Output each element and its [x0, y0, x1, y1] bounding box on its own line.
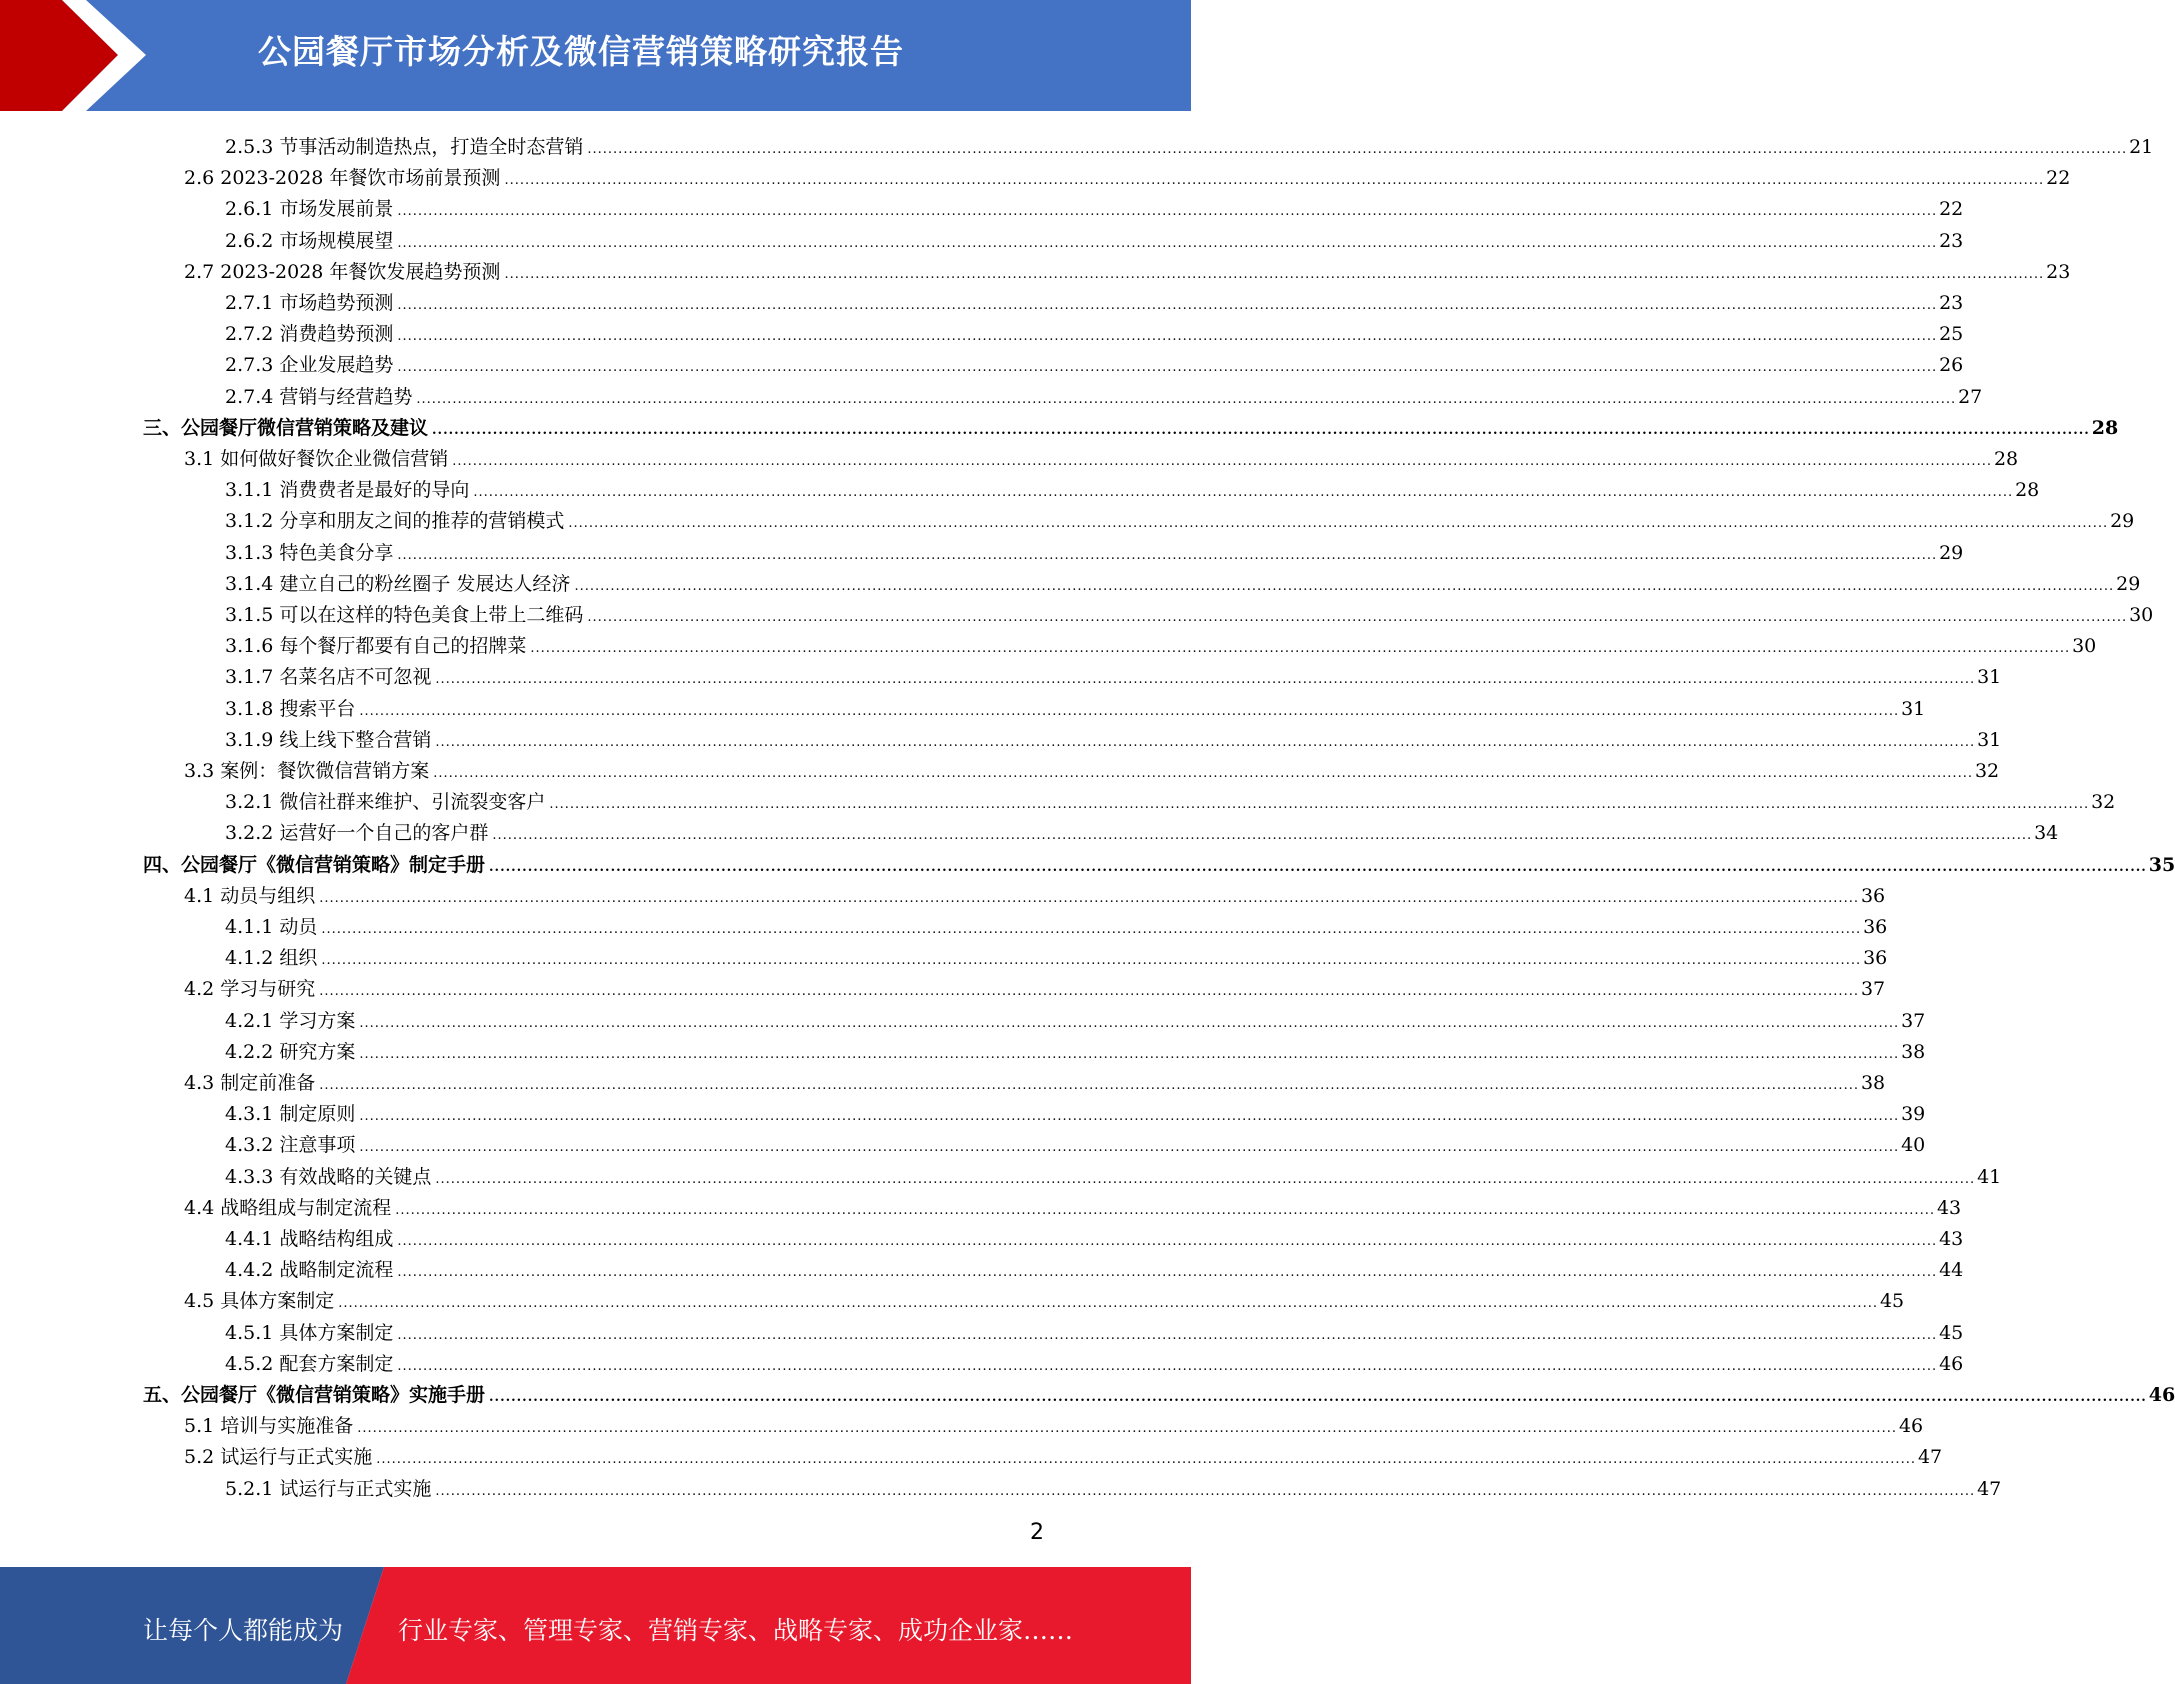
toc-entry-label: 4.3 制定前准备: [184, 1072, 316, 1094]
toc-entry-label: 3.3 案例：餐饮微信营销方案: [184, 760, 430, 782]
toc-leader-dots: ............................................................................................................................................................................................................................................................................................................: [435, 672, 1976, 688]
toc-leader-dots: ............................................................................................................................................................................................................................................................................................................: [504, 173, 2045, 189]
toc-entry[interactable]: [225, 1251, 1964, 1282]
toc-leader-dots: ............................................................................................................................................................................................................................................................................................................: [359, 1140, 1900, 1156]
toc-leader-dots: ............................................................................................................................................................................................................................................................................................................: [397, 1327, 1938, 1343]
toc-entry-label: 4.2.2 研究方案: [225, 1040, 356, 1063]
toc-entry[interactable]: [184, 1189, 1962, 1220]
toc-entry-page: 28: [2015, 479, 2040, 502]
toc-leader-dots: ............................................................................................................................................................................................................................................................................................................: [359, 1046, 1900, 1062]
toc-entry[interactable]: [184, 253, 2071, 284]
toc-leader-dots: ............................................................................................................................................................................................................................................................................................................: [489, 859, 2147, 875]
toc-leader-dots: ............................................................................................................................................................................................................................................................................................................: [321, 922, 1862, 937]
toc-leader-dots: ............................................................................................................................................................................................................................................................................................................: [319, 890, 1859, 906]
toc-entry-page: 29: [2110, 510, 2135, 533]
toc-entry[interactable]: [225, 222, 1964, 253]
toc-entry-page: 37: [1860, 978, 1886, 1001]
toc-entry[interactable]: [225, 1126, 1926, 1157]
toc-entry-page: 23: [1939, 292, 1964, 314]
toc-entry-page: 35: [2148, 853, 2175, 876]
toc-entry-page: 46: [2148, 1384, 2175, 1406]
toc-entry-label: 3.1.6 每个餐厅都要有自己的招牌菜: [225, 635, 527, 658]
toc-entry-label: 5.1 培训与实施准备: [184, 1415, 354, 1438]
toc-entry[interactable]: [225, 783, 2116, 814]
toc-entry[interactable]: [225, 1345, 1964, 1376]
toc-entry-page: 27: [1958, 385, 1983, 408]
toc-entry[interactable]: [225, 315, 1964, 346]
toc-leader-dots: ............................................................................................................................................................................................................................................................................................................: [574, 578, 2115, 594]
toc-entry[interactable]: [225, 1033, 1926, 1064]
toc-entry-page: 31: [1977, 728, 2002, 751]
toc-entry-page: 40: [1901, 1134, 1926, 1157]
toc-entry-label: 3.1.8 搜索平台: [225, 697, 356, 720]
toc-entry[interactable]: [225, 284, 1964, 315]
toc-entry-label: 4.4 战略组成与制定流程: [184, 1196, 392, 1219]
footer-slogan-right: 行业专家、管理专家、营销专家、战略专家、成功企业家……: [398, 1616, 1074, 1645]
toc-entry-label: 4.2 学习与研究: [184, 978, 316, 1001]
toc-entry[interactable]: [184, 1438, 1943, 1469]
toc-leader-dots: ............................................................................................................................................................................................................................................................................................................: [504, 266, 2045, 282]
toc-entry[interactable]: [225, 596, 2154, 627]
toc-leader-dots: ............................................................................................................................................................................................................................................................................................................: [397, 1234, 1938, 1249]
page-footer: [0, 1567, 1191, 1684]
toc-entry-page: 44: [1939, 1259, 1964, 1282]
document-title: 公园餐厅市场分析及微信营销策略研究报告: [258, 32, 904, 71]
toc-entry[interactable]: [225, 627, 2097, 658]
toc-entry-label: 4.1 动员与组织: [184, 884, 316, 907]
toc-entry[interactable]: [225, 1470, 2002, 1501]
toc-entry-page: 26: [1939, 354, 1964, 377]
toc-leader-dots: ............................................................................................................................................................................................................................................................................................................: [549, 797, 2090, 813]
toc-entry[interactable]: [184, 1064, 1886, 1095]
toc-entry-label: 4.4.2 战略制定流程: [225, 1259, 394, 1282]
toc-leader-dots: ............................................................................................................................................................................................................................................................................................................: [397, 1265, 1938, 1281]
toc-entry[interactable]: [225, 565, 2141, 596]
toc-entry[interactable]: [143, 1376, 2175, 1407]
toc-entry-label: 五、公园餐厅《微信营销策略》实施手册: [143, 1384, 486, 1406]
toc-entry-page: 31: [1901, 697, 1926, 720]
toc-entry[interactable]: [184, 440, 2019, 471]
toc-entry-page: 45: [1939, 1321, 1964, 1344]
toc-leader-dots: ............................................................................................................................................................................................................................................................................................................: [568, 516, 2109, 532]
toc-entry-label: 2.7.4 营销与经营趋势: [225, 385, 413, 408]
toc-leader-dots: ............................................................................................................................................................................................................................................................................................................: [376, 1452, 1916, 1468]
toc-entry[interactable]: [225, 378, 1983, 409]
toc-entry[interactable]: [225, 1095, 1926, 1126]
toc-entry-label: 3.1.7 名菜名店不可忽视: [225, 666, 432, 689]
toc-entry[interactable]: [225, 534, 1964, 565]
toc-entry[interactable]: [225, 128, 2154, 159]
toc-entry-label: 4.3.2 注意事项: [225, 1134, 356, 1157]
toc-entry[interactable]: [225, 721, 2002, 752]
toc-leader-dots: ............................................................................................................................................................................................................................................................................................................: [435, 1171, 1976, 1187]
toc-leader-dots: ............................................................................................................................................................................................................................................................................................................: [319, 984, 1859, 1000]
toc-entry-page: 22: [2046, 167, 2071, 190]
toc-entry[interactable]: [225, 1002, 1926, 1033]
toc-entry-page: 37: [1901, 1009, 1926, 1032]
toc-entry-page: 30: [2129, 604, 2154, 626]
toc-leader-dots: ............................................................................................................................................................................................................................................................................................................: [397, 329, 1938, 345]
toc-leader-dots: ............................................................................................................................................................................................................................................................................................................: [416, 391, 1957, 407]
toc-entry-page: 22: [1939, 198, 1964, 221]
toc-entry[interactable]: [225, 1158, 2002, 1189]
toc-entry[interactable]: [184, 877, 1886, 908]
toc-leader-dots: ............................................................................................................................................................................................................................................................................................................: [397, 360, 1938, 376]
toc-entry-page: 31: [1977, 666, 2002, 689]
toc-leader-dots: ............................................................................................................................................................................................................................................................................................................: [397, 1358, 1938, 1374]
toc-entry-label: 4.5.1 具体方案制定: [225, 1321, 394, 1344]
toc-entry-page: 38: [1860, 1072, 1886, 1094]
toc-entry-label: 4.5.2 配套方案制定: [225, 1352, 394, 1375]
toc-entry-label: 2.7.3 企业发展趋势: [225, 354, 394, 377]
toc-entry-label: 3.2.2 运营好一个自己的客户群: [225, 822, 489, 845]
toc-leader-dots: ............................................................................................................................................................................................................................................................................................................: [338, 1296, 1878, 1312]
toc-entry-label: 5.2.1 试运行与正式实施: [225, 1477, 432, 1500]
toc-leader-dots: ............................................................................................................................................................................................................................................................................................................: [435, 734, 1976, 750]
toc-entry-label: 三、公园餐厅微信营销策略及建议: [143, 416, 429, 439]
toc-entry-label: 4.1.1 动员: [225, 916, 318, 938]
toc-leader-dots: ............................................................................................................................................................................................................................................................................................................: [397, 547, 1938, 563]
toc-entry-page: 30: [2072, 635, 2097, 658]
toc-entry-page: 36: [1863, 947, 1888, 970]
toc-entry-page: 36: [1860, 884, 1886, 907]
toc-entry-page: 34: [2034, 822, 2059, 845]
toc-entry[interactable]: [184, 752, 2000, 783]
toc-entry[interactable]: [225, 346, 1964, 377]
toc-entry[interactable]: [225, 190, 1964, 221]
toc-entry-page: 39: [1901, 1103, 1926, 1126]
toc-entry[interactable]: [184, 159, 2071, 190]
toc-leader-dots: ............................................................................................................................................................................................................................................................................................................: [359, 1109, 1900, 1125]
toc-leader-dots: ............................................................................................................................................................................................................................................................................................................: [587, 610, 2128, 625]
toc-entry[interactable]: [184, 1407, 1924, 1438]
toc-entry-label: 2.7 2023-2028 年餐饮发展趋势预测: [184, 260, 501, 283]
toc-entry-page: 46: [1939, 1352, 1964, 1375]
toc-entry-page: 23: [1939, 229, 1964, 252]
toc-entry[interactable]: [225, 471, 2040, 502]
toc-entry-page: 28: [1993, 448, 2019, 470]
toc-entry-page: 32: [2091, 791, 2116, 814]
toc-entry-label: 3.1 如何做好餐饮企业微信营销: [184, 448, 449, 470]
toc-entry-label: 3.1.4 建立自己的粉丝圈子 发展达人经济: [225, 572, 571, 595]
toc-entry-label: 3.1.1 消费费者是最好的导向: [225, 479, 470, 502]
toc-entry-page: 29: [1939, 541, 1964, 564]
toc-leader-dots: ............................................................................................................................................................................................................................................................................................................: [489, 1390, 2147, 1405]
toc-entry-page: 32: [1974, 760, 2000, 782]
toc-entry-page: 45: [1879, 1290, 1905, 1313]
toc-entry[interactable]: [225, 690, 1926, 721]
toc-entry-page: 25: [1939, 323, 1964, 346]
toc-leader-dots: ............................................................................................................................................................................................................................................................................................................: [359, 703, 1900, 719]
toc-leader-dots: ............................................................................................................................................................................................................................................................................................................: [397, 235, 1938, 251]
toc-entry-label: 3.1.9 线上线下整合营销: [225, 728, 432, 751]
toc-entry-label: 2.6 2023-2028 年餐饮市场前景预测: [184, 167, 501, 190]
toc-entry-page: 47: [1917, 1446, 1943, 1469]
toc-entry-label: 4.2.1 学习方案: [225, 1009, 356, 1032]
toc-entry-label: 4.3.1 制定原则: [225, 1103, 356, 1126]
toc-entry-label: 3.2.1 微信社群来维护、引流裂变客户: [225, 791, 546, 814]
toc-entry-page: 38: [1901, 1040, 1926, 1063]
toc-entry-label: 2.7.2 消费趋势预测: [225, 323, 394, 346]
toc-entry[interactable]: [143, 846, 2175, 877]
toc-entry[interactable]: [225, 1220, 1964, 1251]
toc-entry-page: 46: [1898, 1415, 1924, 1438]
toc-leader-dots: ............................................................................................................................................................................................................................................................................................................: [395, 1202, 1935, 1218]
toc-entry-page: 21: [2129, 136, 2154, 158]
toc-entry-page: 43: [1936, 1196, 1962, 1219]
toc-entry-label: 5.2 试运行与正式实施: [184, 1446, 373, 1469]
toc-entry-label: 2.7.1 市场趋势预测: [225, 292, 394, 314]
toc-entry-page: 47: [1977, 1477, 2002, 1500]
toc-entry-label: 4.4.1 战略结构组成: [225, 1228, 394, 1250]
toc-entry-page: 29: [2116, 572, 2141, 595]
toc-leader-dots: ............................................................................................................................................................................................................................................................................................................: [433, 766, 1973, 781]
toc-leader-dots: ............................................................................................................................................................................................................................................................................................................: [452, 454, 1992, 469]
toc-leader-dots: ............................................................................................................................................................................................................................................................................................................: [357, 1421, 1897, 1437]
footer-slogan-left: 让每个人都能成为: [143, 1616, 344, 1645]
toc-entry-label: 4.3.3 有效战略的关键点: [225, 1165, 432, 1188]
page-header: [0, 0, 1191, 111]
toc-entry-page: 41: [1977, 1165, 2002, 1188]
toc-entry-label: 3.1.5 可以在这样的特色美食上带上二维码: [225, 604, 584, 626]
toc-leader-dots: ............................................................................................................................................................................................................................................................................................................: [435, 1483, 1976, 1499]
toc-entry[interactable]: [225, 658, 2002, 689]
toc-entry-label: 4.1.2 组织: [225, 947, 318, 970]
toc-entry[interactable]: [184, 1282, 1905, 1313]
toc-entry[interactable]: [225, 502, 2135, 533]
toc-entry[interactable]: [225, 814, 2059, 845]
toc-leader-dots: ............................................................................................................................................................................................................................................................................................................: [492, 828, 2033, 844]
toc-leader-dots: ............................................................................................................................................................................................................................................................................................................: [432, 422, 2090, 438]
toc-leader-dots: ............................................................................................................................................................................................................................................................................................................: [473, 485, 2014, 501]
toc-leader-dots: ............................................................................................................................................................................................................................................................................................................: [397, 298, 1938, 313]
toc-entry-page: 23: [2046, 260, 2071, 283]
toc-leader-dots: ............................................................................................................................................................................................................................................................................................................: [319, 1078, 1859, 1093]
toc-leader-dots: ............................................................................................................................................................................................................................................................................................................: [587, 142, 2128, 157]
toc-entry-page: 36: [1863, 916, 1888, 938]
toc-entry-page: 43: [1939, 1228, 1964, 1250]
toc-entry[interactable]: [143, 409, 2119, 440]
toc-entry-label: 2.6.1 市场发展前景: [225, 198, 394, 221]
toc-entry-label: 2.6.2 市场规模展望: [225, 229, 394, 252]
toc-entry[interactable]: [225, 908, 1888, 939]
toc-entry[interactable]: [225, 1314, 1964, 1345]
toc-entry-label: 四、公园餐厅《微信营销策略》制定手册: [143, 853, 486, 876]
toc-entry-label: 4.5 具体方案制定: [184, 1290, 335, 1313]
toc-entry-label: 2.5.3 节事活动制造热点，打造全时态营销: [225, 136, 584, 158]
toc-leader-dots: ............................................................................................................................................................................................................................................................................................................: [397, 204, 1938, 220]
toc-entry-label: 3.1.3 特色美食分享: [225, 541, 394, 564]
page-number: 2: [1030, 1520, 1044, 1545]
toc-entry[interactable]: [225, 939, 1888, 970]
toc-entry-label: 3.1.2 分享和朋友之间的推荐的营销模式: [225, 510, 565, 533]
toc-leader-dots: ............................................................................................................................................................................................................................................................................................................: [359, 1015, 1900, 1031]
toc-entry[interactable]: [184, 970, 1886, 1001]
toc-leader-dots: ............................................................................................................................................................................................................................................................................................................: [530, 641, 2071, 657]
toc-entry-page: 28: [2091, 416, 2119, 439]
toc-leader-dots: ............................................................................................................................................................................................................................................................................................................: [321, 953, 1862, 969]
